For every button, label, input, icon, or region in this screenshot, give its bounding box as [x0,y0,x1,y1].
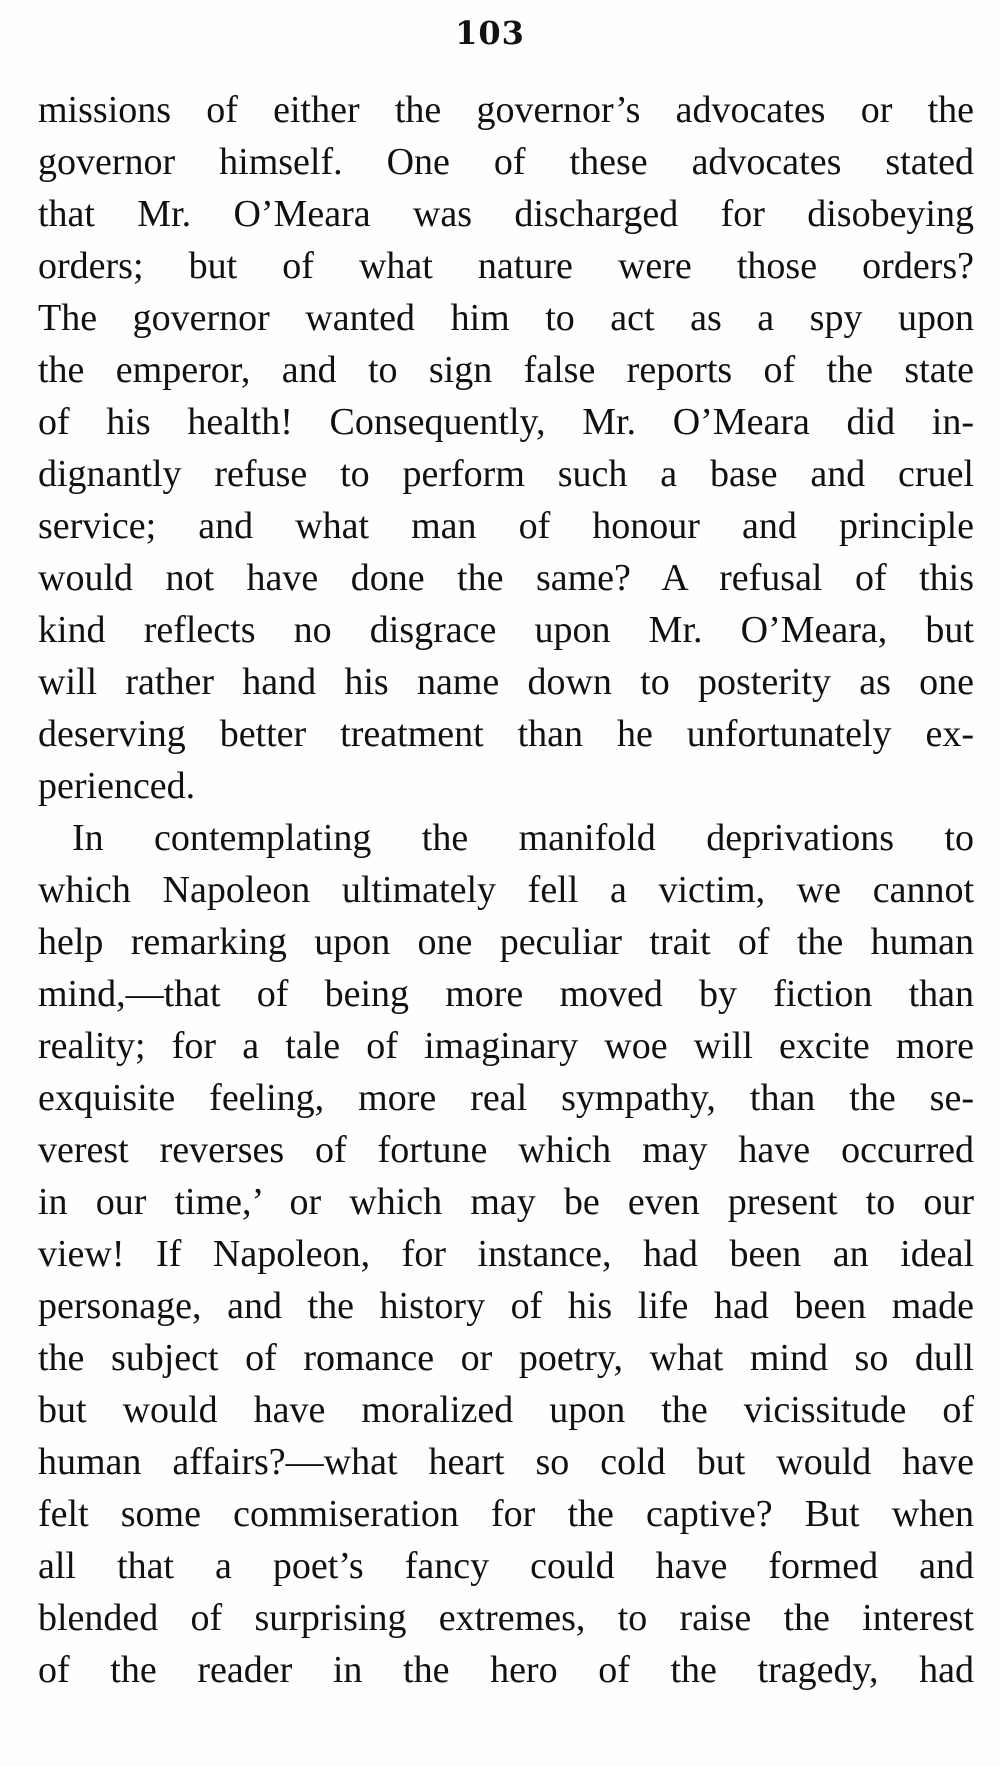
text-line: mind,—that of being more moved by fiction than [38,973,974,1015]
text-line: kind reflects no disgrace upon Mr. O’Meara, but [38,609,974,651]
text-line: In contemplating the manifold deprivations to [72,817,974,859]
paragraph-1 [38,84,974,812]
text-line: reality; for a tale of imaginary woe will excite more [38,1025,974,1067]
text-line: that Mr. O’Meara was discharged for disobeying [38,193,974,235]
text-line: human affairs?—what heart so cold but would have [38,1441,974,1483]
text-line: The governor wanted him to act as a spy upon [38,297,974,339]
paragraph-2 [38,812,974,1696]
text-line: orders; but of what nature were those orders? [38,245,974,287]
page-number: 103 [455,14,525,52]
text-line: of the reader in the hero of the tragedy, had [38,1649,974,1691]
text-line: all that a poet’s fancy could have formed and [38,1545,974,1587]
text-line: which Napoleon ultimately fell a victim, we cannot [38,869,974,911]
text-line: help remarking upon one peculiar trait of the human [38,921,974,963]
text-line: exquisite feeling, more real sympathy, than the se- [38,1077,974,1119]
text-line: dignantly refuse to perform such a base and cruel [38,453,974,495]
text-line: deserving better treatment than he unfortunately ex- [38,713,974,755]
text-line: verest reverses of fortune which may have occurred [38,1129,974,1171]
text-line: the subject of romance or poetry, what mind so dull [38,1337,974,1379]
text-line: perienced. [38,765,196,807]
text-line: missions of either the governor’s advocates or the [38,89,974,131]
text-line: but would have moralized upon the vicissitude of [38,1389,974,1431]
text-line: felt some commiseration for the captive? But when [38,1493,974,1535]
text-line: governor himself. One of these advocates stated [38,141,974,183]
text-line: service; and what man of honour and principle [38,505,974,547]
text-line: view! If Napoleon, for instance, had been an ideal [38,1233,974,1275]
text-line: the emperor, and to sign false reports of the state [38,349,974,391]
text-line: blended of surprising extremes, to raise the interest [38,1597,974,1639]
text-line: in our time,’ or which may be even present to our [38,1181,974,1223]
text-line: will rather hand his name down to posterity as one [38,661,974,703]
body-text [38,84,974,1696]
text-line: of his health! Consequently, Mr. O’Meara did in- [38,401,974,443]
text-line: would not have done the same? A refusal of this [38,557,974,599]
text-line: personage, and the history of his life had been made [38,1285,974,1327]
